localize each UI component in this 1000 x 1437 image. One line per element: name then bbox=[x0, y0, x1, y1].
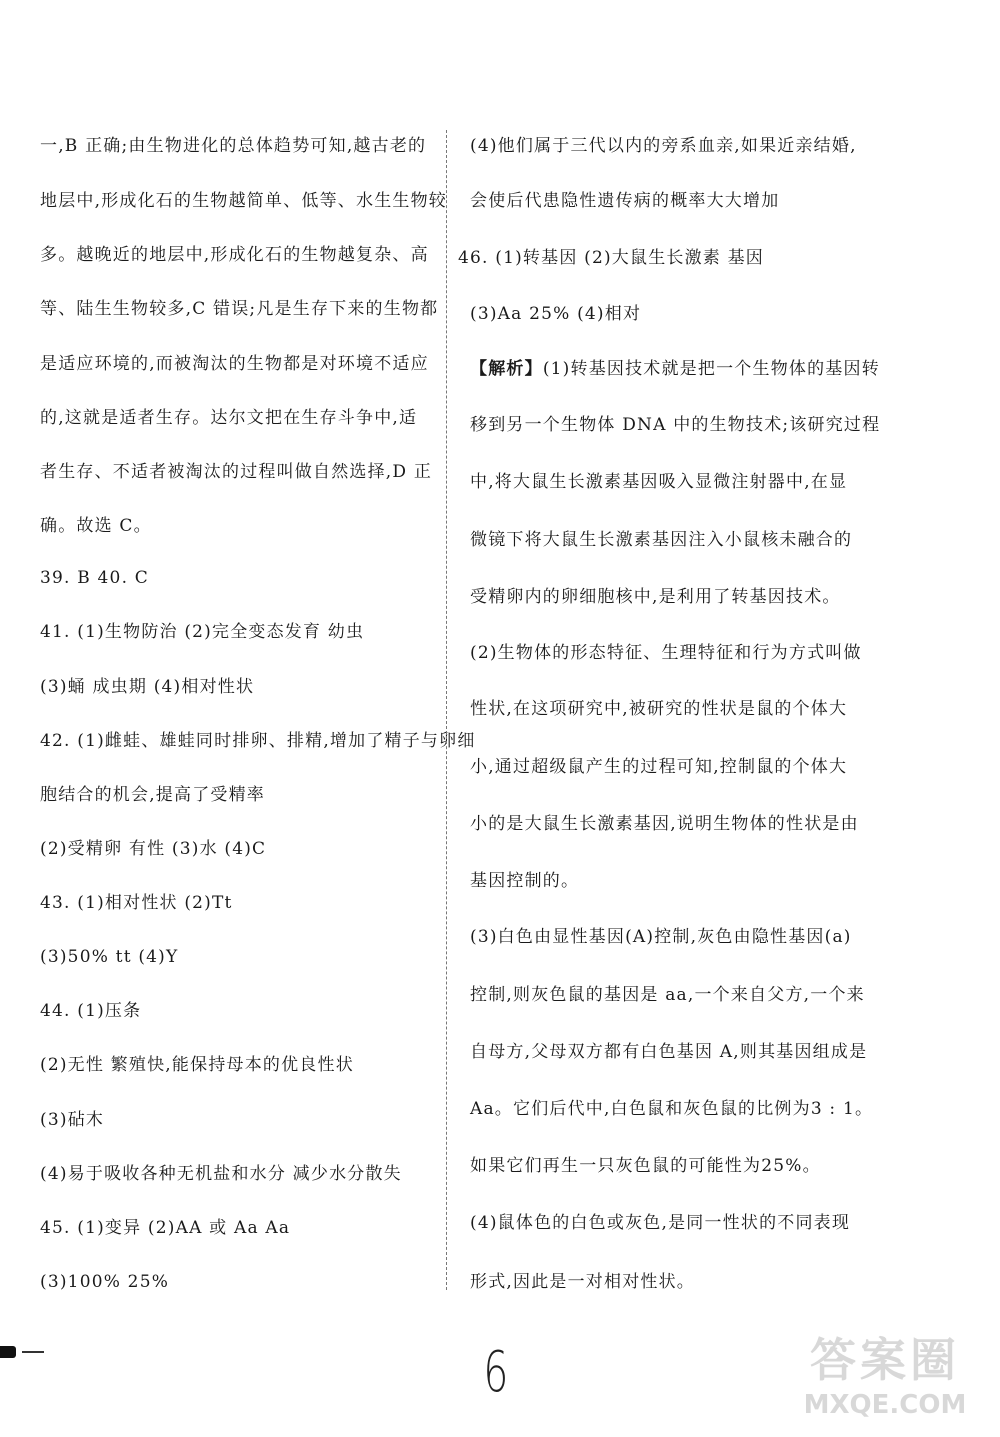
text-line: 小,通过超级鼠产生的过程可知,控制鼠的个体大 bbox=[470, 757, 848, 777]
analysis-line bbox=[470, 357, 880, 381]
watermark-text: 答案圈 bbox=[810, 1333, 960, 1387]
text-line: 基因控制的。 bbox=[470, 871, 580, 891]
answer-line-42: 42. (1)雌蛙、雄蛙同时排卵、排精,增加了精子与卵细 bbox=[40, 731, 476, 751]
answer-line: (3)Aa 25% (4)相对 bbox=[470, 304, 642, 324]
analysis-text: (1)转基因技术就是把一个生物体的基因转 bbox=[542, 359, 880, 379]
watermark-logo bbox=[780, 1330, 990, 1430]
answer-line: (3)蛹 成虫期 (4)相对性状 bbox=[40, 677, 255, 697]
text-line: 一,B 正确;由生物进化的总体趋势可知,越古老的 bbox=[40, 136, 427, 156]
text-line: 性状,在这项研究中,被研究的性状是鼠的个体大 bbox=[470, 699, 848, 719]
answer-line-46: 46. (1)转基因 (2)大鼠生长激素 基因 bbox=[458, 248, 765, 268]
answer-line: (2)无性 繁殖快,能保持母本的优良性状 bbox=[40, 1055, 354, 1075]
text-line: 中,将大鼠生长激素基因吸入显微注射器中,在显 bbox=[470, 472, 848, 492]
text-line: 地层中,形成化石的生物越简单、低等、水生生物较 bbox=[40, 191, 448, 211]
answer-line-41: 41. (1)生物防治 (2)完全变态发育 幼虫 bbox=[40, 622, 365, 642]
text-line: 移到另一个生物体 DNA 中的生物技术;该研究过程 bbox=[470, 415, 881, 435]
text-line: 者生存、不适者被淘汰的过程叫做自然选择,D 正 bbox=[40, 462, 433, 482]
answer-line: (3)100% 25% bbox=[40, 1272, 170, 1292]
text-line: 是适应环境的,而被淘汰的生物都是对环境不适应 bbox=[40, 354, 429, 374]
text-line: 控制,则灰色鼠的基因是 aa,一个来自父方,一个来 bbox=[470, 985, 865, 1005]
answer-line: (2)受精卵 有性 (3)水 (4)C bbox=[40, 839, 267, 859]
text-line: 受精卵内的卵细胞核中,是利用了转基因技术。 bbox=[470, 587, 841, 607]
text-line: 确。故选 C。 bbox=[40, 516, 152, 536]
column-divider bbox=[446, 130, 447, 1290]
answer-line-45: 45. (1)变异 (2)AA 或 Aa Aa bbox=[40, 1218, 291, 1238]
text-line: (3)白色由显性基因(A)控制,灰色由隐性基因(a) bbox=[470, 927, 852, 947]
text-line: (2)生物体的形态特征、生理特征和行为方式叫做 bbox=[470, 643, 862, 663]
text-line: 如果它们再生一只灰色鼠的可能性为25%。 bbox=[470, 1156, 821, 1176]
answer-line: (4)易于吸收各种无机盐和水分 减少水分散失 bbox=[40, 1164, 402, 1184]
page-edge-marker bbox=[0, 1346, 16, 1358]
page-number: 6 bbox=[483, 1340, 509, 1405]
text-line: 多。越晚近的地层中,形成化石的生物越复杂、高 bbox=[40, 245, 429, 265]
answer-line: 胞结合的机会,提高了受精率 bbox=[40, 785, 266, 805]
page-edge-rule bbox=[22, 1351, 44, 1353]
text-line: 形式,因此是一对相对性状。 bbox=[470, 1272, 696, 1292]
answer-line-43: 43. (1)相对性状 (2)Tt bbox=[40, 893, 233, 913]
text-line: (4)他们属于三代以内的旁系血亲,如果近亲结婚, bbox=[470, 136, 857, 156]
text-line: Aa。它们后代中,白色鼠和灰色鼠的比例为3 : 1。 bbox=[470, 1099, 874, 1119]
answer-line: (3)50% tt (4)Y bbox=[40, 947, 179, 967]
text-line: 小的是大鼠生长激素基因,说明生物体的性状是由 bbox=[470, 814, 859, 834]
text-line: (4)鼠体色的白色或灰色,是同一性状的不同表现 bbox=[470, 1213, 851, 1233]
text-line: 等、陆生生物较多,C 错误;凡是生存下来的生物都 bbox=[40, 299, 439, 319]
watermark-url: MXQE.COM bbox=[803, 1390, 967, 1420]
answer-line-44: 44. (1)压条 bbox=[40, 1001, 142, 1021]
answer-line-39: 39. B 40. C bbox=[40, 568, 149, 588]
text-line: 微镜下将大鼠生长激素基因注入小鼠核未融合的 bbox=[470, 530, 853, 550]
text-line: 会使后代患隐性遗传病的概率大大增加 bbox=[470, 191, 780, 211]
text-line: 自母方,父母双方都有白色基因 A,则其基因组成是 bbox=[470, 1042, 868, 1062]
answer-line: (3)砧木 bbox=[40, 1110, 105, 1130]
text-line: 的,这就是适者生存。达尔文把在生存斗争中,适 bbox=[40, 408, 418, 428]
analysis-tag: 【解析】 bbox=[470, 359, 543, 379]
